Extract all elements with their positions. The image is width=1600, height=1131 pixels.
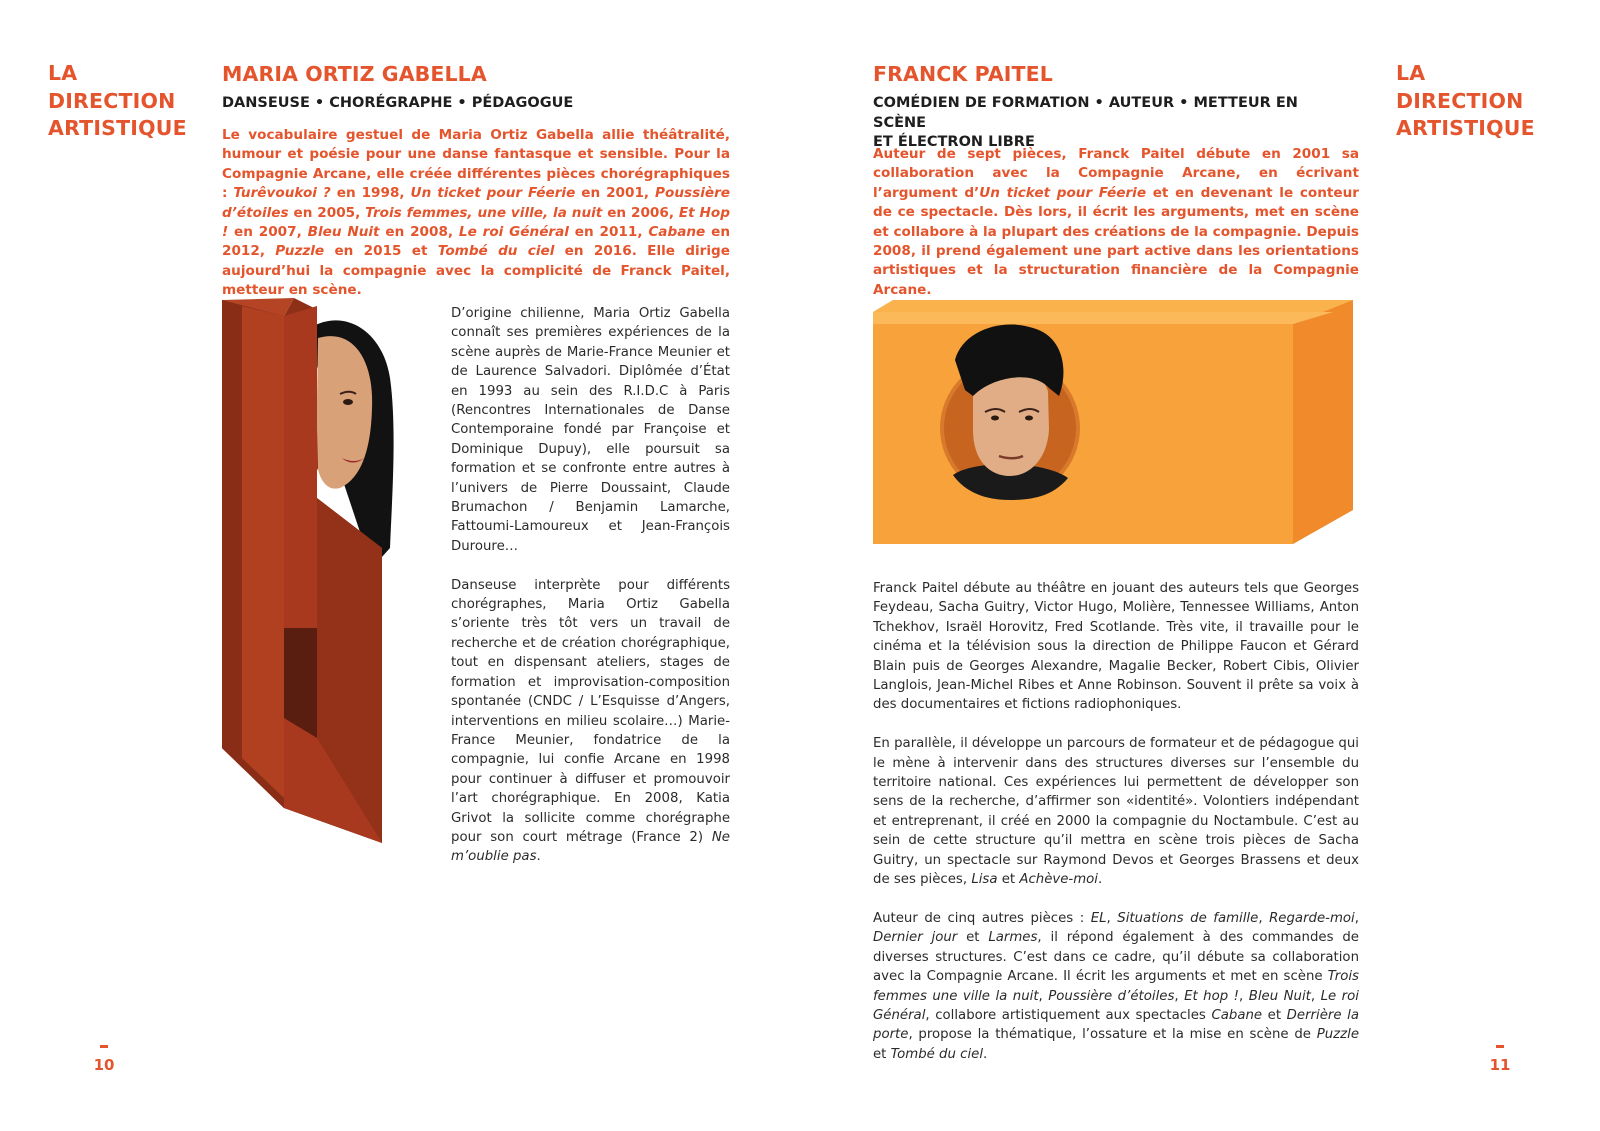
page-number-left: 10: [89, 1045, 119, 1074]
section-label-line: DIRECTION: [48, 88, 176, 113]
section-label-right: [1396, 60, 1546, 143]
maria-intro: [222, 126, 730, 301]
franck-name-heading: FRANCK PAITEL: [873, 62, 1053, 86]
bio-paragraph: Danseuse interprète pour différents chorégraphes, Maria Ortiz Gabella s’oriente très tôt vers un travail de recherche et de création chorégraphique, tout en dispensant ateliers, stages de formation et improvisation-composition spontanée (CNDC / L’Esquisse d’Angers, interventions en milieu scolaire…) Marie-France Meunier, fondatrice de la compagnie, lui confie Arcane en 1998 pour continuer à diffuser et promouvoir l’art chorégraphique. En 2008, Katia Grivot la sollicite comme chorégraphe pour son court métrage (France 2) Ne m’oublie pas.: [451, 577, 730, 865]
section-label-line: ARTISTIQUE: [48, 116, 187, 140]
section-label-left: [48, 60, 198, 143]
maria-roles: DANSEUSE • CHORÉGRAPHE • PÉDAGOGUE: [222, 95, 574, 111]
franck-portrait-box-illustration: [873, 300, 1353, 544]
bio-paragraph: D’origine chilienne, Maria Ortiz Gabella connaît ses premières expériences de la scène auprès de Marie-France Meunier et de Laurence Salvadori. Diplômée d’État en 1993 au sein des R.I.D.C à Paris (Rencontres Internationales de Danse Contemporaine fondé par Françoise et Dominique Dupuy), elle poursuit sa formation et se confronte entre autres à l’univers de Pierre Doussaint, Claude Brumachon / Benjamin Lamarche, Fattoumi-Lamoureux et Jean-François Duroure…: [451, 306, 730, 554]
bio-paragraph: En parallèle, il développe un parcours de formateur et de pédagogue qui le mène à intervenir dans des structures diverses sur l’ensemble du territoire national. Ces expériences lui permettent de développer son sens de la recherche, d’affirmer son «identité». Volontiers indépendant et entreprenant, il créé en 2000 la compagnie du Noctambule. C’est au sein de cette structure qu’il mettra en scène trois pièces de Sacha Guitry, un spectacle sur Raymond Devos et Georges Brassens et deux de ses pièces, Lisa et Achève-moi.: [873, 736, 1359, 888]
bio-paragraph: Auteur de cinq autres pièces : EL, Situations de famille, Regarde-moi, Dernier jour et Larmes, il répond également à des commandes de diverses structures. C’est dans ce cadre, qu’il débute sa collaboration avec la Compagnie Arcane. Il écrit les arguments et met en scène Trois femmes une ville la nuit, Poussière d’étoiles, Et hop !, Bleu Nuit, Le roi Général, collabore artistiquement aux spectacles Cabane et Derrière la porte, propose la thématique, l’ossature et la mise en scène de Puzzle et Tombé du ciel.: [873, 910, 1359, 1062]
roles-line: COMÉDIEN DE FORMATION • AUTEUR • METTEUR EN SCÈNE: [873, 95, 1298, 131]
roles-line: ET ÉLECTRON LIBRE: [873, 134, 1035, 150]
franck-intro: [873, 145, 1359, 300]
franck-biography: [873, 579, 1359, 1064]
maria-intro-text: Le vocabulaire gestuel de Maria Ortiz Gabella allie théâtralité, humour et poésie pour une danse fantasque et sensible. Pour la Compagnie Arcane, elle créée différentes pièces chorégraphiques : Turêvoukoi ? en 1998, Un ticket pour Féerie en 2001, Poussière d’étoiles en 2005, Trois femmes, une ville, la nuit en 2006, Et Hop ! en 2007, Bleu Nuit en 2008, Le roi Général en 2011, Cabane en 2012, Puzzle en 2015 et Tombé du ciel en 2016. Elle dirige aujourd’hui la compagnie avec la complicité de Franck Paitel, metteur en scène.: [222, 127, 731, 299]
section-label-line: DIRECTION: [1396, 88, 1524, 113]
section-label-line: ARTISTIQUE: [1396, 116, 1535, 140]
page-number-right: 11: [1485, 1045, 1515, 1074]
franck-intro-text: Auteur de sept pièces, Franck Paitel débute en 2001 sa collaboration avec la Compagnie Arcane, en écrivant l’argument d’Un ticket pour Féerie et en devenant le conteur de ce spectacle. Dès lors, il écrit les arguments, met en scène et collabore à la plupart des créations de la compagnie. Depuis 2008, il prend également une part active dans les orientations artistiques et la structuration financière de la Compagnie Arcane.: [873, 146, 1360, 298]
section-label-line: LA: [48, 61, 78, 85]
maria-name-heading: MARIA ORTIZ GABELLA: [222, 62, 487, 86]
maria-portrait-door-illustration: [222, 298, 412, 843]
section-label-line: LA: [1396, 61, 1426, 85]
bio-paragraph: Franck Paitel débute au théâtre en jouant des auteurs tels que Georges Feydeau, Sacha Guitry, Victor Hugo, Molière, Tennessee Williams, Anton Tchekhov, Israël Horovitz, Fred Scotlande. Très vite, il travaille pour le cinéma et la télévision sous la direction de Philippe Faucon et Gérard Blain puis de Georges Alexandre, Magalie Becker, Robert Cibis, Olivier Langlois, Jean-Michel Ribes et Anne Robinson. Souvent il prête sa voix à des documentaires et fictions radiophoniques.: [873, 581, 1359, 713]
franck-roles: [873, 94, 1353, 153]
maria-biography: [451, 304, 730, 867]
